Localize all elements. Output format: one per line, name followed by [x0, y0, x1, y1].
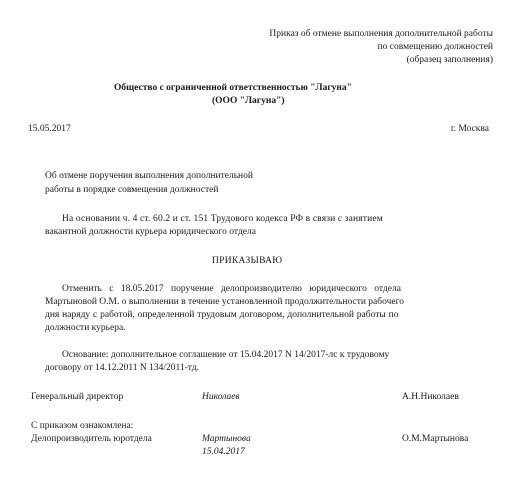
- director-position: Генеральный директор: [31, 392, 124, 402]
- director-name: А.Н.Николаев: [402, 392, 459, 402]
- org-name: Общество с ограниченной ответственностью "Лагуна": [114, 83, 352, 93]
- doc-header-line-3: (образец заполнения): [406, 55, 493, 65]
- order-line-1: Отменить с 18.05.2017 поручение делопроизводителю юридического отдела: [62, 284, 401, 294]
- basis-line-2: вакантной должности курьера юридического отдела: [45, 227, 256, 237]
- doc-header-line-1: Приказ об отмене выполнения дополнительной работы: [269, 29, 493, 39]
- subject-line-2: работы в порядке совмещения должностей: [45, 185, 219, 195]
- org-short-name: (ООО "Лагуна"): [212, 96, 285, 106]
- doc-header-line-2: по совмещению должностей: [377, 42, 493, 52]
- subject-line-1: Об отмене поручения выполнения дополнительной: [45, 171, 253, 181]
- director-signature: Николаев: [202, 392, 240, 402]
- acquainted-position: Делопроизводитель юротдела: [31, 434, 152, 444]
- acquainted-label: С приказом ознакомлена:: [31, 421, 134, 431]
- reason-line-1: Основание: дополнительное соглашение от 15.04.2017 N 14/2017-лс к трудовому: [62, 350, 390, 360]
- acquainted-name: О.М.Мартынова: [402, 434, 469, 444]
- basis-line-1: На основании ч. 4 ст. 60.2 и ст. 151 Трудового кодекса РФ в связи с занятием: [62, 214, 383, 224]
- reason-line-2: договору от 14.12.2011 N 134/2011-тд.: [45, 363, 200, 373]
- order-line-2: Мартыновой О.М. о выполнении в течение установленной продолжительности рабочего: [45, 297, 405, 307]
- acquainted-signature: Мартынова: [202, 434, 251, 444]
- order-title: ПРИКАЗЫВАЮ: [212, 256, 283, 266]
- doc-date: 15.05.2017: [28, 124, 71, 134]
- acquainted-sign-date: 15.04.2017: [202, 447, 245, 457]
- order-line-3: дня наряду с работой, определенной трудовым договором, дополнительной работы по: [45, 310, 399, 320]
- doc-city: г. Москва: [450, 124, 489, 134]
- order-line-4: должности курьера.: [45, 323, 126, 333]
